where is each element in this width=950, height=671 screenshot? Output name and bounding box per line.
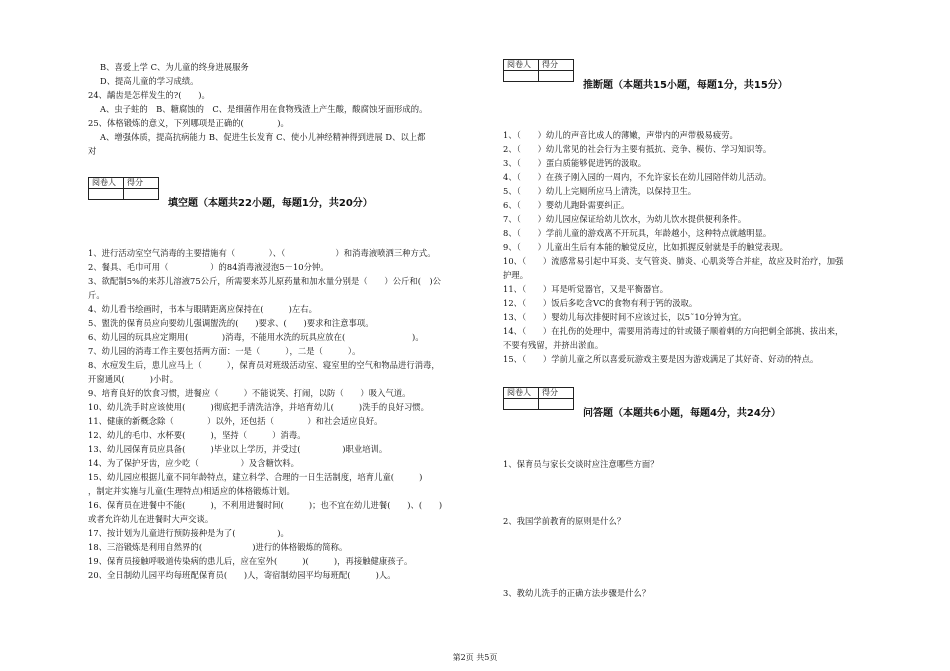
fill-item: 4、幼儿看书绘画时，书本与眼睛距离应保持在( )左右。 [88, 304, 317, 314]
fill-item: 17、按计划为儿童进行预防接种是为了( )。 [88, 528, 289, 538]
fill-item: 或者允许幼儿在进餐时大声交谈。 [88, 514, 214, 524]
option-line: D、提高儿童的学习成绩。 [100, 76, 199, 86]
score-cell [539, 71, 574, 82]
score-label-grader: 阅卷人 [89, 178, 124, 189]
fill-item: 16、保育员在进餐中不能( )，不利用进餐时间( )；也不宜在幼儿进餐( )、( ) [88, 500, 443, 510]
option-line: B、喜爱上学 C、为儿童的终身进展服务 [100, 62, 249, 72]
judge-item: 13、（ ）婴幼儿每次排便时间不应该过长，以5˜10分钟为宜。 [503, 312, 747, 322]
fill-item: 19、保育员接触呼吸道传染病的患儿后，应在室外( )( )，再接触健康孩子。 [88, 556, 413, 566]
score-cell [89, 189, 124, 200]
score-box [88, 177, 159, 200]
judge-item: 护理。 [503, 270, 529, 280]
score-label-grader: 阅卷人 [504, 388, 539, 399]
fill-item: 11、健康的新概念除（ ）以外，还包括（ ）和社会适应良好。 [88, 416, 383, 426]
page-number: 第2页 共5页 [452, 653, 498, 662]
score-cell [504, 71, 539, 82]
score-label-score: 得分 [539, 60, 574, 71]
judge-item: 7、（ ）幼儿园应保证给幼儿饮水，为幼儿饮水提供便利条件。 [503, 214, 747, 224]
score-cell [539, 399, 574, 410]
section-title: 填空题（本题共22小题，每题1分，共20分） [168, 198, 373, 209]
fill-item: 13、幼儿园保育员应具备( )毕业以上学历，并受过( )职业培训。 [88, 444, 388, 454]
essay-question: 2、我国学前教育的原则是什么？ [503, 516, 626, 526]
fill-item: 斤。 [88, 290, 105, 300]
score-cell [504, 399, 539, 410]
judge-item: 8、（ ）学前儿童的游戏离不开玩具，年龄越小，这种特点就越明显。 [503, 228, 772, 238]
judge-item: 2、（ ）幼儿常见的社会行为主要有抵抗、竞争、模仿、学习知识等。 [503, 144, 772, 154]
judge-item: 5、（ ）幼儿上完厕所应马上清洗，以保持卫生。 [503, 186, 697, 196]
fill-item: 10、幼儿洗手时应该使用( )彻底把手清洗洁净，并培育幼儿( )洗手的良好习惯。 [88, 402, 429, 412]
judge-item: 3、（ ）蛋白质能够促进钙的汲取。 [503, 158, 647, 168]
judge-item: 不要有残留，并挤出淤血。 [503, 340, 604, 350]
judge-item: 15、（ ）学前儿童之所以喜爱玩游戏主要是因为游戏满足了其好奇、好动的特点。 [503, 354, 819, 364]
section-title: 推断题（本题共15小题，每题1分，共15分） [583, 80, 788, 91]
fill-item: 12、幼儿的毛巾、水杯要( )，坚持（ ）消毒。 [88, 430, 306, 440]
question-line: 24、龋齿是怎样发生的?( )。 [88, 90, 210, 100]
fill-item: 8、水痘发生后，患儿应马上（ ），保育员对班级活动室、寝室里的空气和物品进行消毒， [88, 360, 440, 370]
option-line: 对 [88, 146, 97, 156]
fill-item: 开窗通风( )小时。 [88, 374, 179, 384]
judge-item: 11、（ ）耳是听觉器官，又是平衡器官。 [503, 284, 669, 294]
section-title: 问答题（本题共6小题，每题4分，共24分） [583, 408, 781, 419]
judge-item: 1、（ ）幼儿的声音比成人的薄嫩，声带内的声带极易疲劳。 [503, 130, 738, 140]
judge-item: 12、（ ）饭后多吃含VC的食物有利于钙的汲取。 [503, 298, 698, 308]
option-line: A、虫子蛀的 B、糖腐蚀的 C、是细菌作用在食物残渣上产生酸，酸腐蚀牙面形成的。 [100, 104, 428, 114]
score-box [503, 59, 574, 82]
score-label-score: 得分 [124, 178, 159, 189]
fill-item: ，制定并实施与儿童(生理特点)相适应的体格锻炼计划。 [88, 486, 295, 496]
fill-item: 5、盥洗的保育员应向要幼儿强调盥洗的( )要求、( )要求和注意事项。 [88, 318, 374, 328]
fill-item: 1、进行活动室空气消毒的主要措施有（ ）、（ ）和消毒液喷洒三种方式。 [88, 248, 436, 258]
fill-item: 6、幼儿园的玩具应定期用( )消毒，不能用水洗的玩具应放在( )。 [88, 332, 424, 342]
essay-question: 1、保育员与家长交谈时应注意哪些方面？ [503, 459, 659, 469]
fill-item: 3、欲配制5%的来苏儿溶液75公斤，所需要来苏儿原药量和加水量分别是（ ）公斤和( )公 [88, 276, 442, 286]
judge-item: 4、（ ）在孩子刚入园的一周内，不允许家长在幼儿园陪伴幼儿活动。 [503, 172, 772, 182]
fill-item: 18、三浴锻炼是利用自然界的( )进行的体格锻炼的简称。 [88, 542, 348, 552]
fill-item: 14、为了保护牙齿，应少吃（ ）及含糖饮料。 [88, 458, 299, 468]
option-line: A、增强体质，提高抗病能力 B、促进生长发育 C、使小儿神经精神得到进展 D、以上都 [100, 132, 426, 142]
judge-item: 10、（ ）流感常易引起中耳炎、支气管炎、肺炎、心肌炎等合并症，故应及时治疗，加强 [503, 256, 844, 266]
score-cell [124, 189, 159, 200]
score-label-grader: 阅卷人 [504, 60, 539, 71]
fill-item: 15、幼儿园应根据儿童不同年龄特点，建立科学、合理的一日生活制度，培育儿童( ) [88, 472, 423, 482]
judge-item: 9、（ ）儿童出生后有本能的触觉反应，比如抓握反射就是手的触觉表现。 [503, 242, 788, 252]
fill-item: 20、全日制幼儿园平均每班配保育员( )人，寄宿制幼园平均每班配( )人。 [88, 570, 396, 580]
judge-item: 6、（ ）婴幼儿跑卧需要纠正。 [503, 200, 630, 210]
fill-item: 7、幼儿园的消毒工作主要包括两方面：一是（ ），二是（ ）。 [88, 346, 361, 356]
essay-question: 3、教幼儿洗手的正确方法步骤是什么？ [503, 588, 651, 598]
judge-item: 14、（ ）在扎伤的处理中，需要用消毒过的针或镊子顺着刺的方向把刺全部挑、拔出来， [503, 326, 844, 336]
score-label-score: 得分 [539, 388, 574, 399]
score-box [503, 387, 574, 410]
fill-item: 2、餐具、毛巾可用（ ）的84消毒液浸泡5－10分钟。 [88, 262, 329, 272]
question-line: 25、体格锻炼的意义，下列哪项是正确的( )。 [88, 118, 289, 128]
fill-item: 9、培育良好的饮食习惯，进餐应（ ）不能说笑、打闹，以防（ ）吸入气道。 [88, 388, 411, 398]
